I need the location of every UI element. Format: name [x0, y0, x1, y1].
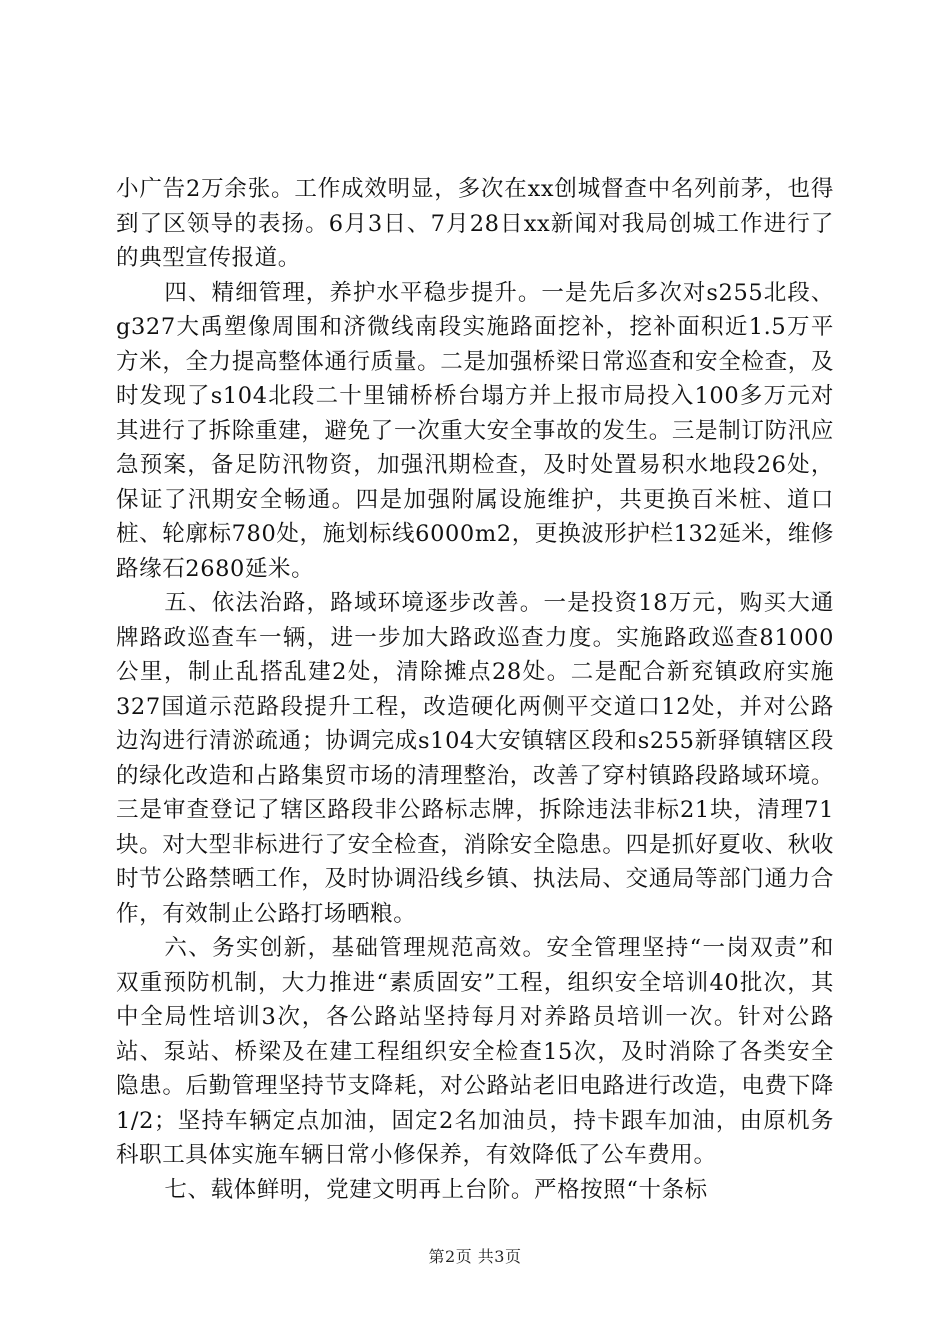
document-body	[116, 172, 834, 1207]
page-number-footer: 第2页 共3页	[428, 1247, 522, 1266]
paragraph-section-six: 六、务实创新，基础管理规范高效。安全管理坚持“一岗双责”和双重预防机制，大力推进“素质固安”工程，组织安全培训40批次，其中全局性培训3次，各公路站坚持每月对养路员培训一次。针对公路站、泵站、桥梁及在建工程组织安全检查15次，及时消除了各类安全隐患。后勤管理坚持节支降耗，对公路站老旧电路进行改造，电费下降1/2；坚持车辆定点加油，固定2名加油员，持卡跟车加油，由原机务科职工具体实施车辆日常小修保养，有效降低了公车费用。	[116, 935, 834, 1168]
paragraph-section-five: 五、依法治路，路域环境逐步改善。一是投资18万元，购买大通牌路政巡查车一辆，进一步加大路政巡查力度。实施路政巡查81000公里，制止乱搭乱建2处，清除摊点28处。二是配合新兖镇政府实施327国道示范路段提升工程，改造硬化两侧平交道口12处，并对公路边沟进行清淤疏通；协调完成s104大安镇辖区段和s255新驿镇辖区段的绿化改造和占路集贸市场的清理整治，改善了穿村镇路段路域环境。三是审查登记了辖区路段非公路标志牌，拆除违法非标21块，清理71块。对大型非标进行了安全检查，消除安全隐患。四是抓好夏收、秋收时节公路禁晒工作，及时协调沿线乡镇、执法局、交通局等部门通力合作，有效制止公路打场晒粮。	[116, 590, 834, 927]
paragraph-section-seven: 七、载体鲜明，党建文明再上台阶。严格按照“十条标	[164, 1176, 708, 1203]
paragraph-continuation: 小广告2万余张。工作成效明显，多次在xx创城督查中名列前茅，也得到了区领导的表扬。6月3日、7月28日xx新闻对我局创城工作进行了的典型宣传报道。	[116, 176, 834, 271]
paragraph-section-four: 四、精细管理，养护水平稳步提升。一是先后多次对s255北段、g327大禹塑像周围和济微线南段实施路面挖补，挖补面积近1.5万平方米，全力提高整体通行质量。二是加强桥梁日常巡查和安全检查，及时发现了s104北段二十里铺桥桥台塌方并上报市局投入100多万元对其进行了拆除重建，避免了一次重大安全事故的发生。三是制订防汛应急预案，备足防汛物资，加强汛期检查，及时处置易积水地段26处，保证了汛期安全畅通。四是加强附属设施维护，共更换百米桩、道口桩、轮廓标780处，施划标线6000m2，更换波形护栏132延米，维修路缘石2680延米。	[116, 279, 834, 582]
